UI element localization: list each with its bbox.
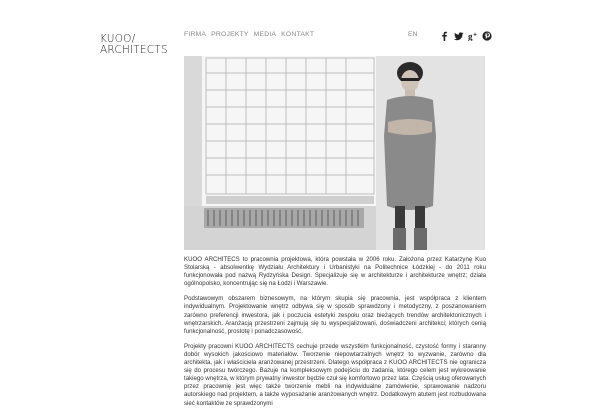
hero-photo-graphic (184, 56, 485, 250)
main-nav (184, 31, 314, 38)
logo-line-1: KUOO/ (100, 33, 136, 45)
nav-item-firma[interactable]: FIRMA (184, 31, 207, 38)
logo[interactable] (100, 34, 168, 56)
about-text (184, 256, 486, 415)
facebook-icon[interactable] (440, 28, 449, 38)
about-paragraph-2: Podstawowym obszarem biznesowym, na którym skupia się pracownia, jest współpraca z klientem indywidualnym. Projektowanie wnętrz odbywa się w sposób sprawdzony i metodyczny, z poszanowaniem zarówno preferencji inwestora, jak i poczucia estetyki zespołu oraz bieżących trendów architektonicznych i wnętrzarskich. Aranżacją przestrzeni zajmują się tu wyspecjalizowani, doświadczeni architekci; których cenią funkcjonalność, prostotę i ponadczasowość. (184, 295, 486, 335)
google-plus-icon[interactable] (468, 28, 477, 41)
hero-photo (184, 56, 485, 250)
svg-text:+: + (473, 32, 477, 39)
pinterest-icon[interactable] (482, 28, 491, 38)
svg-text:g: g (468, 31, 473, 41)
logo-line-2: ARCHITECTS (100, 44, 168, 56)
twitter-icon[interactable] (454, 28, 463, 38)
nav-item-kontakt[interactable]: KONTAKT (281, 31, 315, 38)
nav-item-media[interactable]: MEDIA (253, 31, 277, 38)
about-paragraph-1: KUOO ARCHITECS to pracownia projektowa, która powstała w 2006 roku. Założona przez Katarzynę Kuo Stolarską - absolwentkę Wydziału Architektury i Urbanistyki na Politechnice Łódzkiej - do 2011 roku funkcjonowała pod nazwą Rydzyńska Design. Specjalizuje się w architekturze i architekturze wnętrz; działa ogólnopolsko, koncentrując się na Łodzi i Warszawie. (184, 256, 486, 288)
social-links (440, 28, 491, 41)
language-switch[interactable]: EN (408, 31, 418, 38)
about-paragraph-3: Projekty pracowni KUOO ARCHITECTS cechuje przede wszystkim funkcjonalność, czystość formy i staranny dobór wysokich jakościowo materiałów. Tworzenie niepowtarzalnych wnętrz to wyzwanie, zarówno dla architekta, jak i właściciela aranżowanej przestrzeni. Dlatego współpraca z KUOO ARCHITECTS nie ogranicza się do procesu twórczego. Bazuje na kompleksowym podejściu do zadania, którego celem jest wykreowanie takiego wnętrza, w którym prywatny inwestor będzie czuł się komfortowo przez lata. Częścią usług oferowanych przez pracownię jest więc także tworzenie mebli na indywidualne zamówienie, sprawowanie nadzoru autorskiego nad projektem, a także wyposażanie aranżowanych wnętrz. Dodatkowym atutem jest rozbudowana sieć kontaktów ze sprawdzonymi (184, 342, 486, 407)
nav-item-projekty[interactable]: PROJEKTY (211, 31, 249, 38)
